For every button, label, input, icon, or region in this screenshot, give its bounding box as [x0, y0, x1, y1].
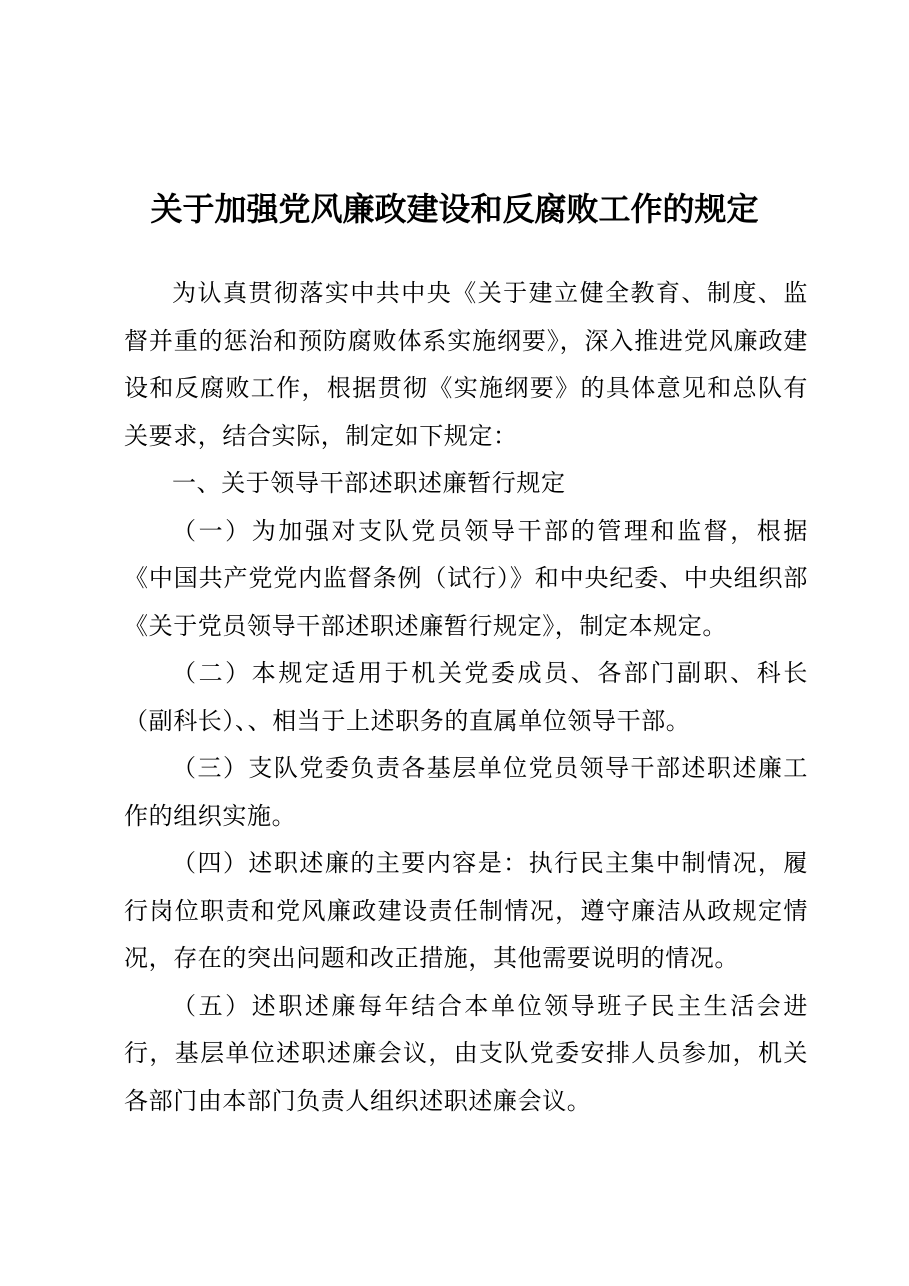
clause-paragraph-4: （四）述职述廉的主要内容是：执行民主集中制情况，履行岗位职责和党风廉政建设责任制情况，遵守廉洁从政规定情况，存在的突出问题和改正措施，其他需要说明的情况。 [124, 849, 808, 972]
intro-paragraph: 为认真贯彻落实中共中央《关于建立健全教育、制度、监督并重的惩治和预防腐败体系实施纲要》，深入推进党风廉政建设和反腐败工作，根据贯彻《实施纲要》的具体意见和总队有关要求，结合实际，制定如下规定： [124, 279, 808, 450]
clause-paragraph-1: （一）为加强对支队党员领导干部的管理和监督，根据《中国共产党党内监督条例（试行）》和中央纪委、中央组织部《关于党员领导干部述职述廉暂行规定》，制定本规定。 [124, 516, 808, 640]
section-heading-1: 一、关于领导干部述职述廉暂行规定 [172, 469, 566, 497]
clause-paragraph-2: （二）本规定适用于机关党委成员、各部门副职、科长（副科长）、、相当于上述职务的直属单位领导干部。 [124, 659, 808, 735]
clause-paragraph-3: （三）支队党委负责各基层单位党员领导干部述职述廉工作的组织实施。 [124, 754, 808, 830]
clause-paragraph-5: （五）述职述廉每年结合本单位领导班子民主生活会进行，基层单位述职述廉会议，由支队党委安排人员参加，机关各部门由本部门负责人组织述职述廉会议。 [124, 991, 808, 1115]
document-body [124, 270, 808, 1125]
document-title: 关于加强党风廉政建设和反腐败工作的规定 [150, 190, 759, 228]
